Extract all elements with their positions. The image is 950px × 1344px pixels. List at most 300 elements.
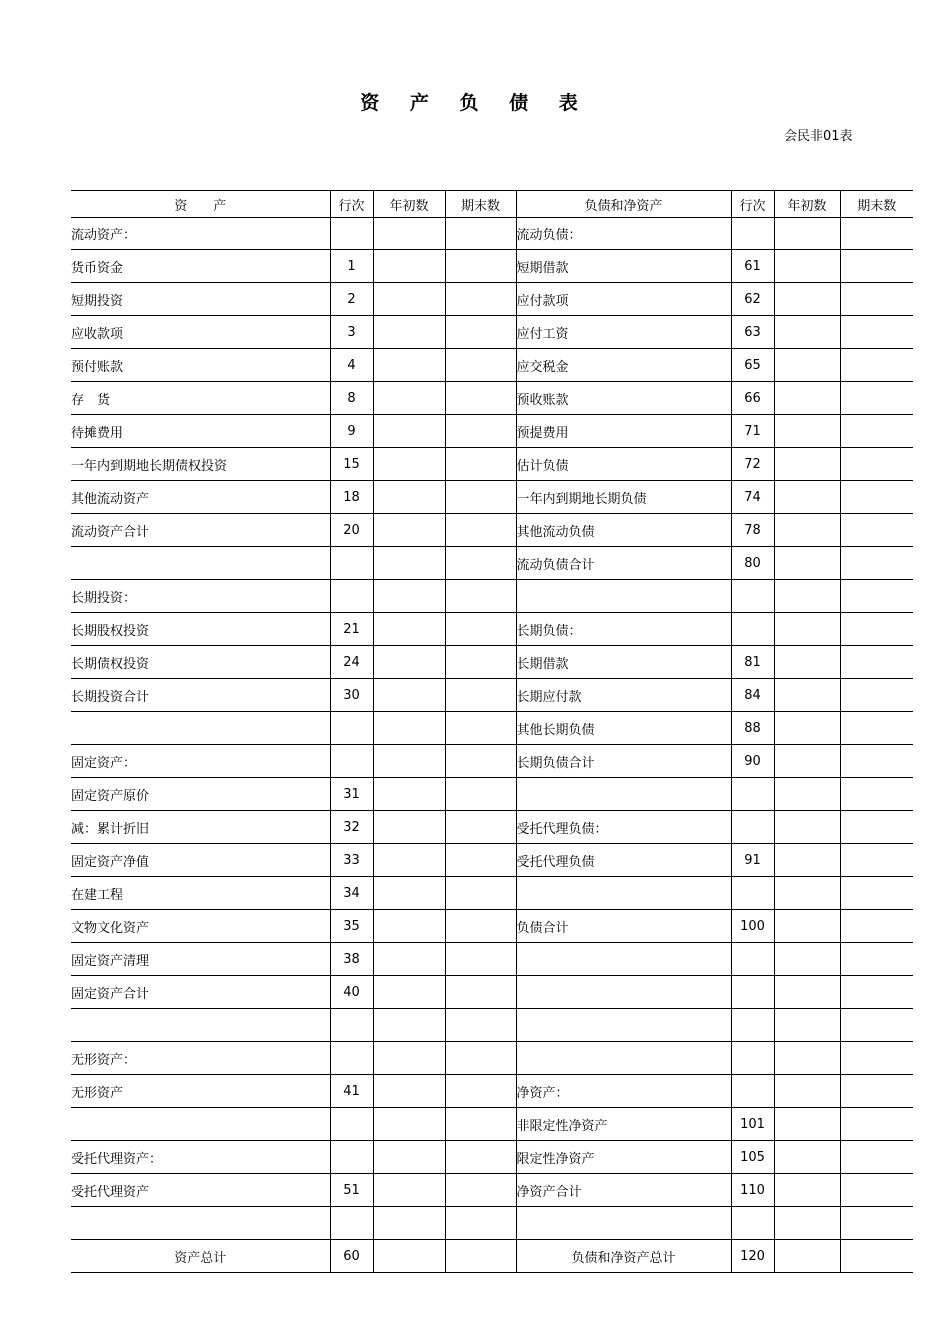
asset-begin-value	[373, 679, 445, 712]
liability-begin-value	[774, 481, 840, 514]
liability-item	[516, 976, 731, 1009]
table-row	[71, 811, 913, 844]
asset-line-no: 31	[330, 778, 373, 811]
asset-line-no: 4	[330, 349, 373, 382]
asset-begin-value	[373, 811, 445, 844]
asset-line-no: 60	[330, 1240, 373, 1273]
liability-end-value	[840, 415, 913, 448]
asset-begin-value	[373, 580, 445, 613]
asset-item: 一年内到期地长期债权投资	[71, 448, 330, 481]
liability-end-value	[840, 514, 913, 547]
table-row	[71, 218, 913, 250]
table-row	[71, 283, 913, 316]
asset-end-value	[445, 679, 516, 712]
liability-line-no: 90	[731, 745, 774, 778]
liability-begin-value	[774, 811, 840, 844]
asset-begin-value	[373, 448, 445, 481]
asset-begin-value	[373, 877, 445, 910]
table-row	[71, 316, 913, 349]
liability-line-no	[731, 811, 774, 844]
liability-begin-value	[774, 1108, 840, 1141]
asset-line-no	[330, 547, 373, 580]
asset-begin-value	[373, 283, 445, 316]
liability-begin-value	[774, 844, 840, 877]
table-row	[71, 1240, 913, 1273]
asset-end-value	[445, 218, 516, 250]
table-row	[71, 1075, 913, 1108]
liability-item: 长期负债：	[516, 613, 731, 646]
table-row	[71, 1207, 913, 1240]
liability-begin-value	[774, 1075, 840, 1108]
asset-line-no: 15	[330, 448, 373, 481]
table-row	[71, 943, 913, 976]
table-row	[71, 481, 913, 514]
header-line-2: 行次	[731, 191, 774, 218]
liability-line-no: 84	[731, 679, 774, 712]
liability-line-no: 63	[731, 316, 774, 349]
liability-end-value	[840, 1141, 913, 1174]
liability-begin-value	[774, 547, 840, 580]
asset-line-no: 8	[330, 382, 373, 415]
header-assets: 资 产	[71, 191, 330, 218]
asset-item: 长期投资：	[71, 580, 330, 613]
asset-begin-value	[373, 1174, 445, 1207]
header-end: 期末数	[445, 191, 516, 218]
liability-item: 负债和净资产总计	[516, 1240, 731, 1273]
table-row	[71, 712, 913, 745]
asset-end-value	[445, 745, 516, 778]
asset-line-no: 1	[330, 250, 373, 283]
liability-item: 估计负债	[516, 448, 731, 481]
table-row	[71, 382, 913, 415]
asset-item: 固定资产合计	[71, 976, 330, 1009]
asset-end-value	[445, 415, 516, 448]
header-end-2: 期末数	[840, 191, 913, 218]
asset-item	[71, 712, 330, 745]
liability-begin-value	[774, 1141, 840, 1174]
asset-end-value	[445, 514, 516, 547]
liability-line-no: 71	[731, 415, 774, 448]
asset-line-no: 18	[330, 481, 373, 514]
liability-end-value	[840, 1042, 913, 1075]
asset-end-value	[445, 316, 516, 349]
header-begin: 年初数	[373, 191, 445, 218]
asset-end-value	[445, 1108, 516, 1141]
liability-begin-value	[774, 646, 840, 679]
liability-begin-value	[774, 1240, 840, 1273]
asset-begin-value	[373, 316, 445, 349]
report-title: 资 产 负 债 表	[360, 92, 590, 114]
liability-begin-value	[774, 415, 840, 448]
asset-begin-value	[373, 415, 445, 448]
asset-item: 在建工程	[71, 877, 330, 910]
asset-item: 长期股权投资	[71, 613, 330, 646]
liability-item: 受托代理负债	[516, 844, 731, 877]
liability-item	[516, 1009, 731, 1042]
liability-end-value	[840, 448, 913, 481]
liability-item: 长期借款	[516, 646, 731, 679]
liability-line-no: 81	[731, 646, 774, 679]
liability-begin-value	[774, 448, 840, 481]
asset-item	[71, 1009, 330, 1042]
asset-end-value	[445, 1042, 516, 1075]
liability-end-value	[840, 316, 913, 349]
liability-item	[516, 877, 731, 910]
asset-end-value	[445, 778, 516, 811]
liability-line-no	[731, 1075, 774, 1108]
asset-item: 其他流动资产	[71, 481, 330, 514]
asset-line-no: 38	[330, 943, 373, 976]
asset-begin-value	[373, 1009, 445, 1042]
table-row	[71, 1174, 913, 1207]
liability-begin-value	[774, 1174, 840, 1207]
asset-item: 固定资产：	[71, 745, 330, 778]
liability-line-no: 100	[731, 910, 774, 943]
liability-item	[516, 580, 731, 613]
liability-item: 短期借款	[516, 250, 731, 283]
asset-end-value	[445, 1240, 516, 1273]
asset-line-no: 21	[330, 613, 373, 646]
liability-item: 其他长期负债	[516, 712, 731, 745]
asset-end-value	[445, 547, 516, 580]
liability-end-value	[840, 1009, 913, 1042]
asset-line-no: 33	[330, 844, 373, 877]
asset-line-no: 24	[330, 646, 373, 679]
liability-line-no: 88	[731, 712, 774, 745]
asset-item: 货币资金	[71, 250, 330, 283]
asset-item: 存 货	[71, 382, 330, 415]
liability-begin-value	[774, 1207, 840, 1240]
liability-line-no: 101	[731, 1108, 774, 1141]
header-begin-2: 年初数	[774, 191, 840, 218]
liability-item: 长期应付款	[516, 679, 731, 712]
liability-begin-value	[774, 250, 840, 283]
asset-begin-value	[373, 1108, 445, 1141]
liability-item: 其他流动负债	[516, 514, 731, 547]
asset-begin-value	[373, 976, 445, 1009]
table-row	[71, 349, 913, 382]
liability-line-no: 91	[731, 844, 774, 877]
liability-line-no: 110	[731, 1174, 774, 1207]
liability-line-no	[731, 976, 774, 1009]
liability-end-value	[840, 1240, 913, 1273]
asset-begin-value	[373, 778, 445, 811]
table-row	[71, 877, 913, 910]
asset-item: 固定资产原价	[71, 778, 330, 811]
asset-item	[71, 547, 330, 580]
liability-end-value	[840, 283, 913, 316]
asset-line-no: 40	[330, 976, 373, 1009]
liability-end-value	[840, 910, 913, 943]
liability-line-no	[731, 1207, 774, 1240]
asset-end-value	[445, 910, 516, 943]
liability-line-no: 80	[731, 547, 774, 580]
table-row	[71, 679, 913, 712]
asset-item: 无形资产	[71, 1075, 330, 1108]
liability-line-no	[731, 1009, 774, 1042]
liability-begin-value	[774, 712, 840, 745]
asset-begin-value	[373, 1141, 445, 1174]
liability-line-no: 78	[731, 514, 774, 547]
liability-begin-value	[774, 976, 840, 1009]
table-row	[71, 844, 913, 877]
liability-item	[516, 778, 731, 811]
table-row	[71, 1141, 913, 1174]
asset-end-value	[445, 1174, 516, 1207]
liability-item: 净资产合计	[516, 1174, 731, 1207]
asset-end-value	[445, 250, 516, 283]
asset-begin-value	[373, 943, 445, 976]
liability-line-no: 74	[731, 481, 774, 514]
table-row	[71, 910, 913, 943]
liability-item: 限定性净资产	[516, 1141, 731, 1174]
asset-item	[71, 1108, 330, 1141]
asset-end-value	[445, 712, 516, 745]
liability-line-no	[731, 877, 774, 910]
asset-item: 文物文化资产	[71, 910, 330, 943]
asset-line-no	[330, 1009, 373, 1042]
asset-item: 资产总计	[71, 1240, 330, 1273]
asset-end-value	[445, 844, 516, 877]
liability-end-value	[840, 218, 913, 250]
liability-begin-value	[774, 1009, 840, 1042]
asset-end-value	[445, 481, 516, 514]
liability-end-value	[840, 1075, 913, 1108]
asset-begin-value	[373, 745, 445, 778]
liability-item: 长期负债合计	[516, 745, 731, 778]
asset-end-value	[445, 283, 516, 316]
liability-item: 流动负债：	[516, 218, 731, 250]
asset-item: 受托代理资产：	[71, 1141, 330, 1174]
form-number: 会民非01表	[784, 129, 853, 144]
liability-line-no: 105	[731, 1141, 774, 1174]
liability-end-value	[840, 976, 913, 1009]
table-row	[71, 613, 913, 646]
liability-item	[516, 1042, 731, 1075]
liability-end-value	[840, 481, 913, 514]
liability-end-value	[840, 580, 913, 613]
asset-line-no: 41	[330, 1075, 373, 1108]
asset-line-no: 35	[330, 910, 373, 943]
asset-end-value	[445, 448, 516, 481]
liability-end-value	[840, 646, 913, 679]
asset-item: 固定资产清理	[71, 943, 330, 976]
asset-item: 无形资产：	[71, 1042, 330, 1075]
liability-end-value	[840, 679, 913, 712]
asset-item: 减：累计折旧	[71, 811, 330, 844]
table-row	[71, 415, 913, 448]
liability-begin-value	[774, 778, 840, 811]
asset-item: 受托代理资产	[71, 1174, 330, 1207]
asset-begin-value	[373, 1042, 445, 1075]
liability-item: 流动负债合计	[516, 547, 731, 580]
asset-begin-value	[373, 481, 445, 514]
liability-begin-value	[774, 877, 840, 910]
asset-begin-value	[373, 1207, 445, 1240]
asset-begin-value	[373, 712, 445, 745]
asset-end-value	[445, 1075, 516, 1108]
liability-end-value	[840, 349, 913, 382]
asset-end-value	[445, 613, 516, 646]
asset-item: 待摊费用	[71, 415, 330, 448]
liability-begin-value	[774, 514, 840, 547]
asset-line-no	[330, 1207, 373, 1240]
asset-begin-value	[373, 514, 445, 547]
liability-begin-value	[774, 218, 840, 250]
liability-begin-value	[774, 316, 840, 349]
liability-line-no	[731, 580, 774, 613]
asset-begin-value	[373, 1240, 445, 1273]
asset-end-value	[445, 1141, 516, 1174]
asset-end-value	[445, 943, 516, 976]
table-row	[71, 1009, 913, 1042]
asset-item: 长期投资合计	[71, 679, 330, 712]
asset-item: 流动资产合计	[71, 514, 330, 547]
liability-item	[516, 1207, 731, 1240]
liability-item: 负债合计	[516, 910, 731, 943]
table-row	[71, 580, 913, 613]
liability-end-value	[840, 943, 913, 976]
liability-begin-value	[774, 679, 840, 712]
liability-end-value	[840, 1207, 913, 1240]
liability-begin-value	[774, 382, 840, 415]
header-line: 行次	[330, 191, 373, 218]
header-row	[71, 191, 913, 218]
asset-line-no: 51	[330, 1174, 373, 1207]
asset-line-no	[330, 218, 373, 250]
liability-item: 净资产：	[516, 1075, 731, 1108]
asset-begin-value	[373, 250, 445, 283]
asset-item: 固定资产净值	[71, 844, 330, 877]
asset-begin-value	[373, 613, 445, 646]
asset-line-no: 2	[330, 283, 373, 316]
liability-end-value	[840, 250, 913, 283]
asset-line-no	[330, 1141, 373, 1174]
asset-line-no: 20	[330, 514, 373, 547]
asset-line-no	[330, 745, 373, 778]
liability-line-no: 65	[731, 349, 774, 382]
table-row	[71, 745, 913, 778]
asset-line-no: 30	[330, 679, 373, 712]
asset-line-no: 3	[330, 316, 373, 349]
asset-begin-value	[373, 646, 445, 679]
asset-begin-value	[373, 1075, 445, 1108]
liability-line-no: 61	[731, 250, 774, 283]
liability-line-no	[731, 613, 774, 646]
liability-end-value	[840, 613, 913, 646]
liability-begin-value	[774, 745, 840, 778]
liability-begin-value	[774, 349, 840, 382]
asset-line-no	[330, 1108, 373, 1141]
asset-begin-value	[373, 218, 445, 250]
liability-end-value	[840, 547, 913, 580]
liability-end-value	[840, 382, 913, 415]
header-liabilities: 负债和净资产	[516, 191, 731, 218]
asset-item: 预付账款	[71, 349, 330, 382]
liability-line-no	[731, 778, 774, 811]
asset-end-value	[445, 1009, 516, 1042]
asset-begin-value	[373, 382, 445, 415]
asset-line-no	[330, 1042, 373, 1075]
asset-end-value	[445, 976, 516, 1009]
liability-item: 应付工资	[516, 316, 731, 349]
asset-end-value	[445, 811, 516, 844]
liability-line-no	[731, 1042, 774, 1075]
table-row	[71, 547, 913, 580]
liability-line-no: 72	[731, 448, 774, 481]
asset-line-no: 32	[330, 811, 373, 844]
liability-begin-value	[774, 283, 840, 316]
asset-end-value	[445, 646, 516, 679]
table-row	[71, 1042, 913, 1075]
asset-line-no	[330, 712, 373, 745]
table-row	[71, 514, 913, 547]
asset-line-no	[330, 580, 373, 613]
liability-item: 预提费用	[516, 415, 731, 448]
liability-item: 应付款项	[516, 283, 731, 316]
asset-line-no: 34	[330, 877, 373, 910]
table-row	[71, 646, 913, 679]
liability-line-no: 62	[731, 283, 774, 316]
table-row	[71, 250, 913, 283]
liability-item	[516, 943, 731, 976]
liability-end-value	[840, 1108, 913, 1141]
asset-line-no: 9	[330, 415, 373, 448]
liability-begin-value	[774, 580, 840, 613]
liability-begin-value	[774, 910, 840, 943]
liability-line-no: 66	[731, 382, 774, 415]
liability-begin-value	[774, 943, 840, 976]
asset-item: 流动资产：	[71, 218, 330, 250]
liability-line-no	[731, 943, 774, 976]
asset-begin-value	[373, 910, 445, 943]
table-row	[71, 976, 913, 1009]
balance-sheet-table	[71, 190, 913, 1273]
asset-end-value	[445, 580, 516, 613]
liability-begin-value	[774, 1042, 840, 1075]
asset-begin-value	[373, 844, 445, 877]
asset-begin-value	[373, 349, 445, 382]
liability-item: 预收账款	[516, 382, 731, 415]
liability-begin-value	[774, 613, 840, 646]
asset-end-value	[445, 382, 516, 415]
liability-end-value	[840, 877, 913, 910]
asset-end-value	[445, 1207, 516, 1240]
liability-line-no: 120	[731, 1240, 774, 1273]
liability-item: 非限定性净资产	[516, 1108, 731, 1141]
asset-item: 应收款项	[71, 316, 330, 349]
liability-end-value	[840, 1174, 913, 1207]
asset-item: 长期债权投资	[71, 646, 330, 679]
liability-line-no	[731, 218, 774, 250]
liability-end-value	[840, 844, 913, 877]
liability-item: 受托代理负债：	[516, 811, 731, 844]
table-row	[71, 778, 913, 811]
liability-end-value	[840, 778, 913, 811]
liability-end-value	[840, 745, 913, 778]
asset-begin-value	[373, 547, 445, 580]
asset-end-value	[445, 349, 516, 382]
liability-end-value	[840, 712, 913, 745]
asset-item: 短期投资	[71, 283, 330, 316]
table-row	[71, 1108, 913, 1141]
table-row	[71, 448, 913, 481]
liability-item: 应交税金	[516, 349, 731, 382]
asset-item	[71, 1207, 330, 1240]
asset-end-value	[445, 877, 516, 910]
liability-item: 一年内到期地长期负债	[516, 481, 731, 514]
liability-end-value	[840, 811, 913, 844]
